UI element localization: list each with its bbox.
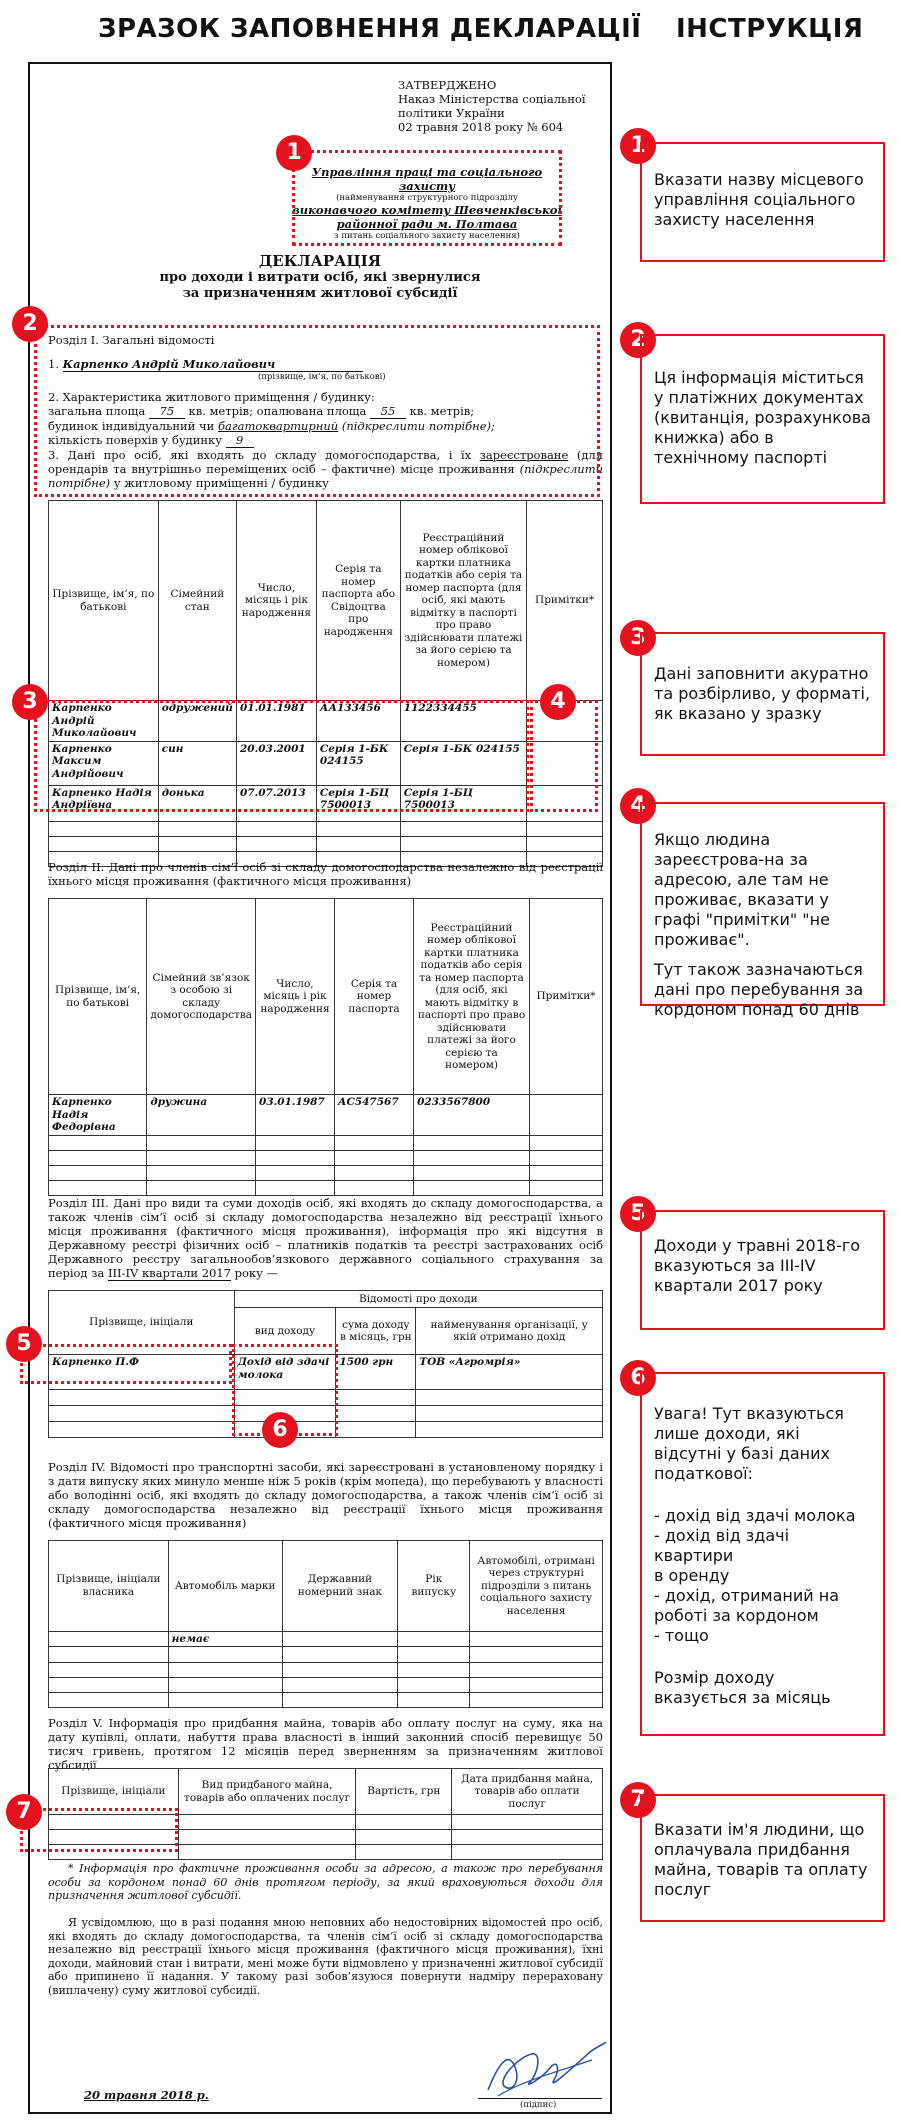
table-row <box>49 1095 603 1136</box>
cell: 20.03.2001 <box>236 741 316 785</box>
cell: 1122334455 <box>400 701 526 742</box>
residents-label: (для орендарів та внутрішньо переміщених осіб – фактичне) місце проживання <box>48 448 603 476</box>
table-row <box>49 836 603 851</box>
cell <box>49 1631 169 1647</box>
cell: 1500 грн <box>336 1355 416 1389</box>
cell: Карпенко Надія Андріївна <box>49 785 159 821</box>
instruction-text: Ця інформація міститься у платіжних документах (квитанція, розрахункова книжка) або в технічному паспорті <box>654 368 871 467</box>
highlight-3 <box>34 700 529 812</box>
table-row <box>49 1180 603 1195</box>
section-5-head: Розділ V. Інформація про придбання майна, товарів або оплату послуг на суму, яка на дату купівлі, оплати, набуття права власності в інший законний спосіб перевищує 50 тисяч гривень, протягом 12 місяців перед зверненням за призначенням житлової субсидії <box>48 1716 603 1772</box>
applicant-name-hint: (прізвище, ім’я, по батькові) <box>258 372 386 382</box>
registered-choice: зареєстроване <box>479 448 569 462</box>
col-group-header: Відомості про доходи <box>234 1291 602 1308</box>
cell: донька <box>158 785 236 821</box>
instruction-box-2 <box>640 334 885 504</box>
cell: Карпенко Максим Андрійович <box>49 741 159 785</box>
section-3-text: Розділ ІІІ. Дані про види та суми доходів осіб, які входять до складу домогосподарства, а також членів сім’ї осіб зі складу домогосподарства незалежно від реєстрації їхнього місця проживання (фактичного місця проживання), інформація про які відсутня в Державному реєстрі фізичних осіб – платників податків та реєстрі застрахованих осіб Державного реєстру загальнообов’язкового державного соціального страхування за період за <box>48 1196 603 1280</box>
col-header: вид доходу <box>234 1308 336 1355</box>
col-header: Примітки* <box>527 501 603 701</box>
marker-badge: 4 <box>540 684 576 720</box>
section-3-head <box>48 1196 603 1281</box>
cell: 01.01.1981 <box>236 701 316 742</box>
applicant-name: Карпенко Андрій Миколайович <box>63 357 363 372</box>
table-row <box>49 1165 603 1180</box>
highlight-7 <box>20 1808 178 1852</box>
instruction-text: Вказати назву місцевого управління соціального захисту населення <box>654 170 864 229</box>
approval-line: 02 травня 2018 року № 604 <box>398 120 564 134</box>
col-header: Дата придбання майна, товарів або оплати послуг <box>452 1769 603 1815</box>
instruction-badge: 2 <box>620 322 656 358</box>
col-header: Реєстраційний номер облікової картки платника податків або серія та номер паспорта (для осіб, які мають відмітку в паспорті про право здійснювати платежі за його серією та номером) <box>414 899 530 1095</box>
cell: дружина <box>147 1095 256 1136</box>
table-row <box>49 821 603 836</box>
instruction-text: Якщо людина зареєстрова-на за адресою, але там не проживає, вказати у графі "примітки" "не проживає". <box>654 830 830 949</box>
residents-label: у житловому приміщенні / будинку <box>113 476 329 490</box>
approval-line: Наказ Міністерства соціальної <box>398 92 586 106</box>
instruction-header: ІНСТРУКЦІЯ <box>676 14 864 44</box>
instruction-box-1 <box>640 142 885 262</box>
declaration-title <box>80 252 560 302</box>
cell: Серія 1-БЦ 7500013 <box>316 785 400 821</box>
authority-name-2: виконавчого комітету Шевченківської <box>292 203 562 217</box>
marker-badge: 7 <box>6 1794 42 1830</box>
cell: Серія 1-БК 024155 <box>400 741 526 785</box>
instruction-text: Розмір доходу вказується за місяць <box>654 1668 831 1707</box>
instruction-text: Доходи у травні 2018-го вказуються за ІІІ-ІV квартали 2017 року <box>654 1236 861 1295</box>
title-sub: про доходи і витрати осіб, які звернулися <box>159 270 481 285</box>
approval-line: політики України <box>398 106 505 120</box>
col-header: Число, місяць і рік народження <box>256 899 335 1095</box>
title-sub: за призначенням житлової субсидії <box>182 286 458 301</box>
house-type-label: будинок індивідуальний чи <box>48 419 215 433</box>
col-header: Серія та номер паспорта або Свідоцтва про народження <box>316 501 400 701</box>
authority-hint: (найменування структурного підрозділу <box>336 193 518 203</box>
col-header: Число, місяць і рік народження <box>236 501 316 701</box>
item-number: 1. <box>48 357 59 371</box>
footnote: * Інформація про фактичне проживання особи за адресою, а також про перебування особи за кордоном понад 60 днів протягом періоду, за який враховуються доходи для призначення житлової субсидії. <box>48 1862 603 1902</box>
house-type: багатоквартирний <box>217 419 339 433</box>
section-3-text: року — <box>234 1266 279 1280</box>
highlight-5 <box>20 1344 232 1384</box>
approval-line: ЗАТВЕРДЖЕНО <box>398 78 497 92</box>
area-label: загальна площа <box>48 404 146 418</box>
instruction-box-6 <box>640 1372 885 1736</box>
col-header: Державний номерний знак <box>282 1541 398 1632</box>
signature-line <box>478 2098 602 2099</box>
col-header: Прізвище, ініціали власника <box>49 1541 169 1632</box>
statement: Я усвідомлюю, що в разі подання мною неповних або недостовірних відомостей про осіб, які входять до складу домогосподарства, та членів сім’ї осіб зі складу домогосподарства незалежно від реєстрації їхнього місця проживання (фактичного місця проживання), їхні доходи, майновий стан і витрати, мені може бути відмовлено у призначенні житлової субсидії або припинено її надання. У такому разі зобов’язуюся повернути надміру перераховану (виплачену) суму житлової субсидії. <box>48 1916 603 1997</box>
col-header: Реєстраційний номер облікової картки платника податків або серія та номер паспорта (для осіб, які мають відмітку в паспорті про право здійснювати платежі за його серією та номером) <box>400 501 526 701</box>
instruction-badge: 4 <box>620 788 656 824</box>
cell: немає <box>168 1631 282 1647</box>
marker-badge: 1 <box>276 135 312 171</box>
cell: АА133456 <box>316 701 400 742</box>
floors-count: 9 <box>226 433 254 448</box>
cell <box>529 1095 602 1136</box>
col-header: Вартість, грн <box>356 1769 452 1815</box>
cell: Серія 1-БЦ 7500013 <box>400 785 526 821</box>
cell: Карпенко П.Ф <box>49 1355 235 1389</box>
housing-head: 2. Характеристика житлового приміщення / будинку: <box>48 390 375 404</box>
instruction-text: Вказати ім'я людини, що оплачувала придбання майна, товарів та оплату послуг <box>654 1820 868 1899</box>
col-header: Вид придбаного майна, товарів або оплачених послуг <box>178 1769 356 1815</box>
cell: одружений <box>158 701 236 742</box>
highlight-2 <box>34 325 600 497</box>
cell: Карпенко Надія Федорівна <box>49 1095 147 1136</box>
instruction-badge: 1 <box>620 128 656 164</box>
instruction-badge: 6 <box>620 1360 656 1396</box>
col-header: сума доходу в місяць, грн <box>336 1308 416 1355</box>
authority-name-3: районної ради м. Полтава <box>336 217 518 231</box>
approval-block <box>398 78 608 134</box>
marker-badge: 5 <box>6 1326 42 1362</box>
highlight-1 <box>292 150 562 246</box>
cell: син <box>158 741 236 785</box>
col-header: Автомобіль марки <box>168 1541 282 1632</box>
marker-badge: 3 <box>12 684 48 720</box>
col-header: Сімейний зв’язок з особою зі складу домогосподарства <box>147 899 256 1095</box>
table-row <box>49 1631 603 1647</box>
cell <box>398 1631 470 1647</box>
col-header: Автомобілі, отримані через структурні підрозділи з питань соціального захисту населення <box>470 1541 603 1632</box>
table-row <box>49 1647 603 1662</box>
area-label: кв. метрів; <box>409 404 475 418</box>
sample-header: ЗРАЗОК ЗАПОВНЕННЯ ДЕКЛАРАЦІЇ <box>98 14 642 44</box>
table-row <box>49 1662 603 1677</box>
total-area: 75 <box>149 404 185 419</box>
instruction-box-3 <box>640 632 885 756</box>
cell: ТОВ «Агромрія» <box>416 1355 603 1389</box>
table-row <box>49 1135 603 1150</box>
cell: 0233567800 <box>414 1095 530 1136</box>
table-row <box>49 1677 603 1692</box>
col-header: Прізвище, ім’я, по батькові <box>49 501 159 701</box>
authority-name: Управління праці та соціального захисту <box>311 165 543 193</box>
instruction-box-5 <box>640 1210 885 1330</box>
residents-hint: (підкреслити потрібне) <box>48 462 604 490</box>
instruction-text: Увага! Тут вказуються лише доходи, які відсутні у базі даних податкової: <box>654 1404 844 1483</box>
col-header: Серія та номер паспорта <box>334 899 413 1095</box>
heated-area: 55 <box>370 404 406 419</box>
col-header: Рік випуску <box>398 1541 470 1632</box>
sign-date: 20 травня 2018 р. <box>84 2088 209 2102</box>
section-2-head: Розділ ІІ. Дані про членів сім’ї осіб зі складу домогосподарства незалежно від реєстрації їхнього місця проживання (фактичного місця проживання) <box>48 860 603 888</box>
marker-badge: 2 <box>12 306 48 342</box>
signature-hint: (підпис) <box>520 2100 557 2110</box>
cell <box>282 1631 398 1647</box>
cell <box>470 1631 603 1647</box>
section-4-head: Розділ ІV. Відомості про транспортні засоби, які зареєстровані в установленому порядку і з дати випуску яких минуло менше ніж 5 років (крім мопеда), що перебувають у власності або володінні осіб, які входять до складу домогосподарства, а також членів сім’ї осіб зі складу домогосподарства незалежно від реєстрації їхнього місця проживання (фактичного місця проживання) <box>48 1460 603 1530</box>
cell: 07.07.2013 <box>236 785 316 821</box>
instruction-text: Дані заповнити акуратно та розбірливо, у форматі, як вказано у зразку <box>654 664 871 723</box>
instruction-box-7 <box>640 1794 885 1922</box>
section-1-head: Розділ І. Загальні відомості <box>48 333 215 347</box>
cell: АС547567 <box>334 1095 413 1136</box>
col-header: Примітки* <box>529 899 602 1095</box>
cell: 03.01.1987 <box>256 1095 335 1136</box>
cell: Карпенко Андрій Миколайович <box>49 701 159 742</box>
house-type-hint: (підкреслити потрібне); <box>341 419 495 433</box>
marker-badge: 6 <box>262 1412 298 1448</box>
instruction-badge: 7 <box>620 1782 656 1818</box>
cell: Дохід від здачі молока <box>234 1355 336 1389</box>
table-row <box>49 1150 603 1165</box>
section-4-table <box>48 1540 603 1708</box>
authority-hint-2: з питань соціального захисту населення) <box>334 231 520 241</box>
residents-label: 3. Дані про осіб, які входять до складу домогосподарства, і їх <box>48 448 472 462</box>
instruction-badge: 3 <box>620 620 656 656</box>
cell: Серія 1-БК 024155 <box>316 741 400 785</box>
table-row <box>49 1692 603 1707</box>
section-2-table <box>48 898 603 1196</box>
col-header: Сімейний стан <box>158 501 236 701</box>
title-main: ДЕКЛАРАЦІЯ <box>258 252 382 270</box>
instruction-badge: 5 <box>620 1196 656 1232</box>
col-header: Прізвище, ініціали <box>49 1769 179 1815</box>
col-header: найменування організації, у якій отримано дохід <box>416 1308 603 1355</box>
col-header: Прізвище, ім’я, по батькові <box>49 899 147 1095</box>
instruction-box-4 <box>640 802 885 1019</box>
floors-label: кількість поверхів у будинку <box>48 433 223 447</box>
instruction-list: - дохід від здачі молока - дохід від здачі квартири в оренду - дохід, отриманий на роботі за кордоном - тощо <box>654 1506 856 1645</box>
instruction-text: Тут також зазначаються дані про перебування за кордоном понад 60 днів <box>654 960 864 1019</box>
income-period: ІІІ-ІV квартали 2017 <box>107 1266 231 1280</box>
area-label: кв. метрів; опалювана площа <box>188 404 367 418</box>
col-header: Прізвище, ініціали <box>49 1291 235 1355</box>
